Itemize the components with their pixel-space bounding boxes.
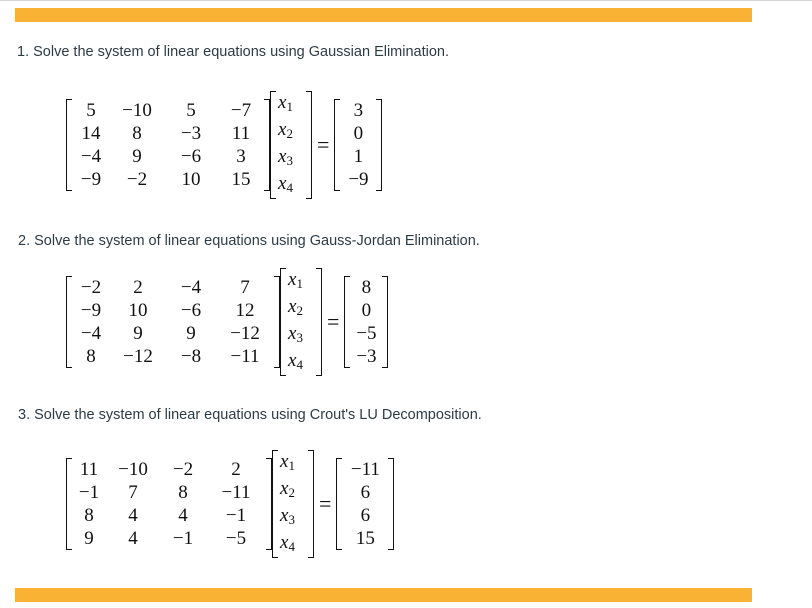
problem-1-title: 1. Solve the system of linear equations using Gaussian Elimination. [17, 44, 450, 60]
matrix-cell: 8 [132, 123, 142, 144]
vector-cell: −5 [356, 323, 377, 344]
matrix-row [72, 276, 274, 299]
equals-sign: = [319, 491, 332, 516]
equals-sign: = [327, 309, 340, 334]
problem-3-coefficient-matrix [66, 458, 272, 550]
vector-cell: 6 [360, 482, 371, 503]
matrix-cell: 9 [132, 146, 142, 167]
matrix-cell: −2 [126, 169, 148, 190]
matrix-cell: 14 [81, 123, 101, 144]
matrix-cell: −9 [80, 169, 102, 190]
matrix-row [72, 99, 264, 122]
matrix-cell: 3 [236, 146, 246, 167]
problem-1-constant-vector [334, 99, 382, 191]
matrix-cell: 5 [186, 100, 196, 121]
vector-cell: 3 [353, 100, 364, 121]
variable-x4: $x_4$ [278, 173, 293, 195]
matrix-cell: −3 [180, 123, 202, 144]
matrix-cell: 12 [235, 300, 255, 321]
vector-cell: −9 [348, 169, 369, 190]
matrix-cell: 15 [231, 169, 251, 190]
matrix-cell: 9 [133, 323, 143, 344]
matrix-cell: 11 [231, 123, 251, 144]
matrix-cell: −4 [80, 323, 102, 344]
matrix-cell: −11 [221, 482, 251, 503]
matrix-row [72, 122, 264, 145]
problem-2-title: 2. Solve the system of linear equations using Gauss-Jordan Elimination. [18, 233, 480, 249]
variable-x1: $x_1$ [278, 92, 293, 114]
vector-cell: 15 [355, 528, 375, 549]
variable-x3: $x_3$ [288, 323, 303, 345]
problem-3-variable-vector [272, 450, 314, 558]
matrix-row [72, 299, 274, 322]
problem-2-constant-vector [344, 276, 388, 368]
problem-1-variable-vector [270, 91, 312, 199]
matrix-cell: −1 [78, 482, 100, 503]
matrix-cell: −12 [230, 323, 260, 344]
matrix-cell: −11 [230, 346, 260, 367]
problem-3-title: 3. Solve the system of linear equations using Crout's LU Decomposition. [18, 407, 482, 423]
problem-2-variable-vector [280, 268, 322, 376]
matrix-cell: −2 [172, 459, 194, 480]
matrix-cell: 2 [133, 277, 143, 298]
matrix-cell: 9 [186, 323, 196, 344]
matrix-row [72, 504, 266, 527]
matrix-cell: −12 [123, 346, 153, 367]
matrix-cell: 7 [128, 482, 138, 503]
matrix-row [72, 322, 274, 345]
problem-1-coefficient-matrix [66, 99, 270, 191]
matrix-cell: −6 [180, 146, 202, 167]
problem-2-coefficient-matrix [66, 276, 280, 368]
problem-2-equation [66, 268, 388, 376]
matrix-cell: 4 [178, 505, 188, 526]
matrix-cell: 9 [84, 528, 94, 549]
vector-cell: 1 [353, 146, 364, 167]
variable-x2: $x_2$ [280, 478, 295, 500]
matrix-cell: 10 [181, 169, 201, 190]
matrix-row [72, 345, 274, 368]
matrix-cell: 7 [240, 277, 250, 298]
matrix-cell: 4 [128, 528, 138, 549]
matrix-row [72, 145, 264, 168]
variable-x3: $x_3$ [280, 505, 295, 527]
vector-cell: 8 [361, 277, 372, 298]
problem-3-equation [66, 450, 394, 558]
matrix-cell: −1 [172, 528, 194, 549]
matrix-row [72, 458, 266, 481]
vector-cell: −3 [356, 346, 377, 367]
problem-1-equation [66, 91, 382, 199]
problem-3-constant-vector [336, 458, 394, 550]
variable-x3: $x_3$ [278, 146, 293, 168]
matrix-cell: 8 [86, 346, 96, 367]
top-accent-bar [15, 8, 752, 22]
matrix-cell: −6 [180, 300, 202, 321]
variable-x4: $x_4$ [288, 350, 303, 372]
matrix-cell: −5 [225, 528, 247, 549]
variable-x1: $x_1$ [288, 269, 303, 291]
matrix-cell: −7 [230, 100, 252, 121]
vector-cell: 6 [360, 505, 371, 526]
matrix-cell: −4 [180, 277, 202, 298]
top-divider [0, 0, 812, 1]
matrix-cell: 8 [84, 505, 94, 526]
variable-x4: $x_4$ [280, 532, 295, 554]
matrix-cell: −2 [80, 277, 102, 298]
vector-cell: 0 [353, 123, 364, 144]
matrix-cell: 10 [128, 300, 148, 321]
matrix-cell: 2 [231, 459, 241, 480]
variable-x2: $x_2$ [288, 296, 303, 318]
matrix-cell: 11 [79, 459, 99, 480]
matrix-cell: −10 [118, 459, 148, 480]
variable-x2: $x_2$ [278, 119, 293, 141]
matrix-cell: −4 [80, 146, 102, 167]
matrix-cell: −1 [225, 505, 247, 526]
matrix-row [72, 481, 266, 504]
variable-x1: $x_1$ [280, 451, 295, 473]
matrix-row [72, 168, 264, 191]
matrix-cell: −10 [122, 100, 152, 121]
bottom-accent-bar [15, 588, 752, 602]
equals-sign: = [317, 132, 330, 157]
matrix-row [72, 527, 266, 550]
vector-cell: 0 [361, 300, 372, 321]
matrix-cell: 8 [178, 482, 188, 503]
matrix-cell: −9 [80, 300, 102, 321]
matrix-cell: 5 [86, 100, 96, 121]
vector-cell: −11 [350, 459, 380, 480]
matrix-cell: 4 [128, 505, 138, 526]
matrix-cell: −8 [180, 346, 202, 367]
